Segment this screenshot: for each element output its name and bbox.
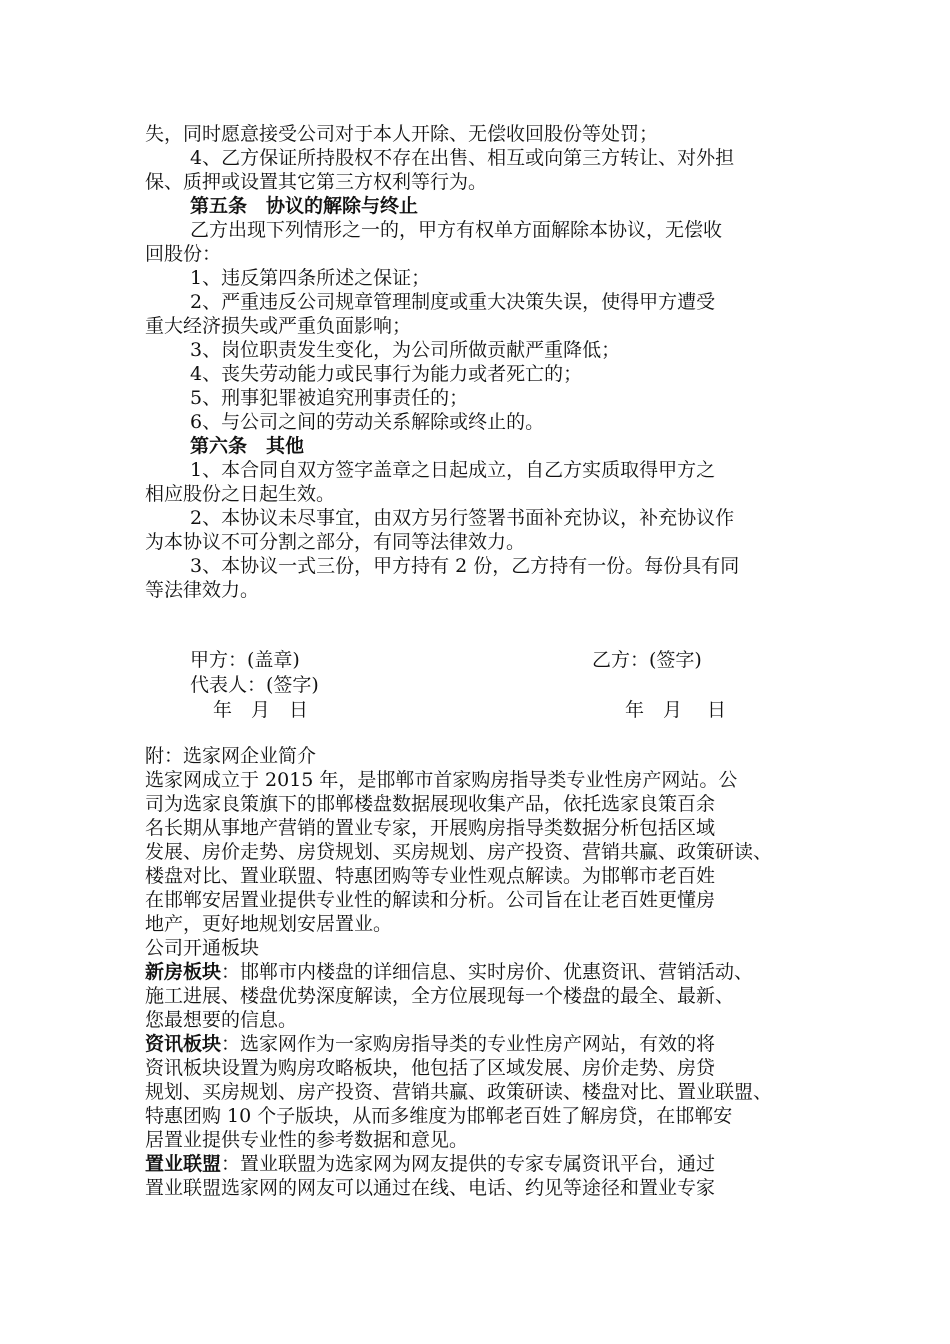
clause-line: 4、丧失劳动能力或民事行为能力或者死亡的； xyxy=(190,363,583,385)
party-b-date: 年 月 日 xyxy=(625,699,727,721)
clause-line: 乙方出现下列情形之一的，甲方有权单方面解除本协议，无偿收 xyxy=(190,219,723,241)
clause-line: 2、严重违反公司规章管理制度或重大决策失误，使得甲方遭受 xyxy=(190,291,716,313)
appendix xyxy=(145,744,815,1200)
section-label: 资讯板块 xyxy=(145,1033,222,1055)
section-label: 新房板块 xyxy=(145,961,222,983)
section-line: 规划、买房规划、房产投资、营销共赢、政策研读、楼盘对比、置业联盟、 xyxy=(145,1081,773,1103)
clause-line: 3、岗位职责发生变化，为公司所做贡献严重降低； xyxy=(190,339,621,361)
article-6-heading: 第六条 其他 xyxy=(190,435,305,457)
section-alliance xyxy=(145,1152,815,1176)
section-text: ：置业联盟为选家网为网友提供的专家专属资讯平台，通过 xyxy=(221,1153,716,1175)
section-line: 您最想要的信息。 xyxy=(145,1009,298,1031)
appendix-line: 发展、房价走势、房贷规划、买房规划、房产投资、营销共赢、政策研读、 xyxy=(145,841,773,863)
clause-line: 保、质押或设置其它第三方权利等行为。 xyxy=(145,171,488,193)
section-text: ：选家网作为一家购房指导类的专业性房产网站，有效的将 xyxy=(221,1033,716,1055)
section-text: ：邯郸市内楼盘的详细信息、实时房价、优惠资讯、营销活动、 xyxy=(221,961,754,983)
party-b-signature: 乙方：(签字) xyxy=(592,649,702,671)
clause-line: 等法律效力。 xyxy=(145,579,260,601)
agreement-body xyxy=(145,122,815,602)
party-a-date: 年 月 日 xyxy=(213,699,309,721)
section-line: 施工进展、楼盘优势深度解读，全方位展现每一个楼盘的最全、最新、 xyxy=(145,985,735,1007)
clause-line: 重大经济损失或严重负面影响； xyxy=(145,315,412,337)
clause-line: 4、乙方保证所持股权不存在出售、相互或向第三方转让、对外担 xyxy=(190,147,735,169)
section-line: 置业联盟选家网的网友可以通过在线、电话、约见等途径和置业专家 xyxy=(145,1177,716,1199)
clause-line: 1、本合同自双方签字盖章之日起成立，自乙方实质取得甲方之 xyxy=(190,459,716,481)
appendix-line: 选家网成立于 2015 年，是邯郸市首家购房指导类专业性房产网站。公 xyxy=(145,769,738,791)
clause-line: 回股份： xyxy=(145,243,222,265)
appendix-line: 在邯郸安居置业提供专业性的解读和分析。公司旨在让老百姓更懂房 xyxy=(145,889,716,911)
clause-line: 3、本协议一式三份，甲方持有 2 份，乙方持有一份。每份具有同 xyxy=(190,555,740,577)
clause-line: 失，同时愿意接受公司对于本人开除、无偿收回股份等处罚； xyxy=(145,123,659,145)
section-label: 置业联盟 xyxy=(145,1153,222,1175)
appendix-line: 地产，更好地规划安居置业。 xyxy=(145,913,393,935)
section-line: 资讯板块设置为购房攻略板块，他包括了区域发展、房价走势、房贷 xyxy=(145,1057,716,1079)
section-line: 居置业提供专业性的参考数据和意见。 xyxy=(145,1129,469,1151)
article-5-heading: 第五条 协议的解除与终止 xyxy=(190,195,419,217)
clause-line: 5、刑事犯罪被追究刑事责任的； xyxy=(190,387,469,409)
clause-line: 为本协议不可分割之部分，有同等法律效力。 xyxy=(145,531,526,553)
clause-line: 相应股份之日起生效。 xyxy=(145,483,336,505)
representative-signature: 代表人：(签字) xyxy=(190,674,319,696)
appendix-line: 司为选家良策旗下的邯郸楼盘数据展现收集产品，依托选家良策百余 xyxy=(145,793,716,815)
section-new-homes xyxy=(145,960,815,984)
appendix-line: 楼盘对比、置业联盟、特惠团购等专业性观点解读。为邯郸市老百姓 xyxy=(145,865,716,887)
clause-line: 6、与公司之间的劳动关系解除或终止的。 xyxy=(190,411,545,433)
clause-line: 2、本协议未尽事宜，由双方另行签署书面补充协议，补充协议作 xyxy=(190,507,735,529)
sections-title: 公司开通板块 xyxy=(145,937,260,959)
party-a-seal: 甲方：(盖章) xyxy=(190,649,300,671)
appendix-line: 名长期从事地产营销的置业专家，开展购房指导类数据分析包括区域 xyxy=(145,817,716,839)
section-line: 特惠团购 10 个子版块，从而多维度为邯郸老百姓了解房贷，在邯郸安 xyxy=(145,1105,733,1127)
clause-line: 1、违反第四条所述之保证； xyxy=(190,267,431,289)
section-news xyxy=(145,1032,815,1056)
appendix-title: 附：选家网企业简介 xyxy=(145,745,317,767)
